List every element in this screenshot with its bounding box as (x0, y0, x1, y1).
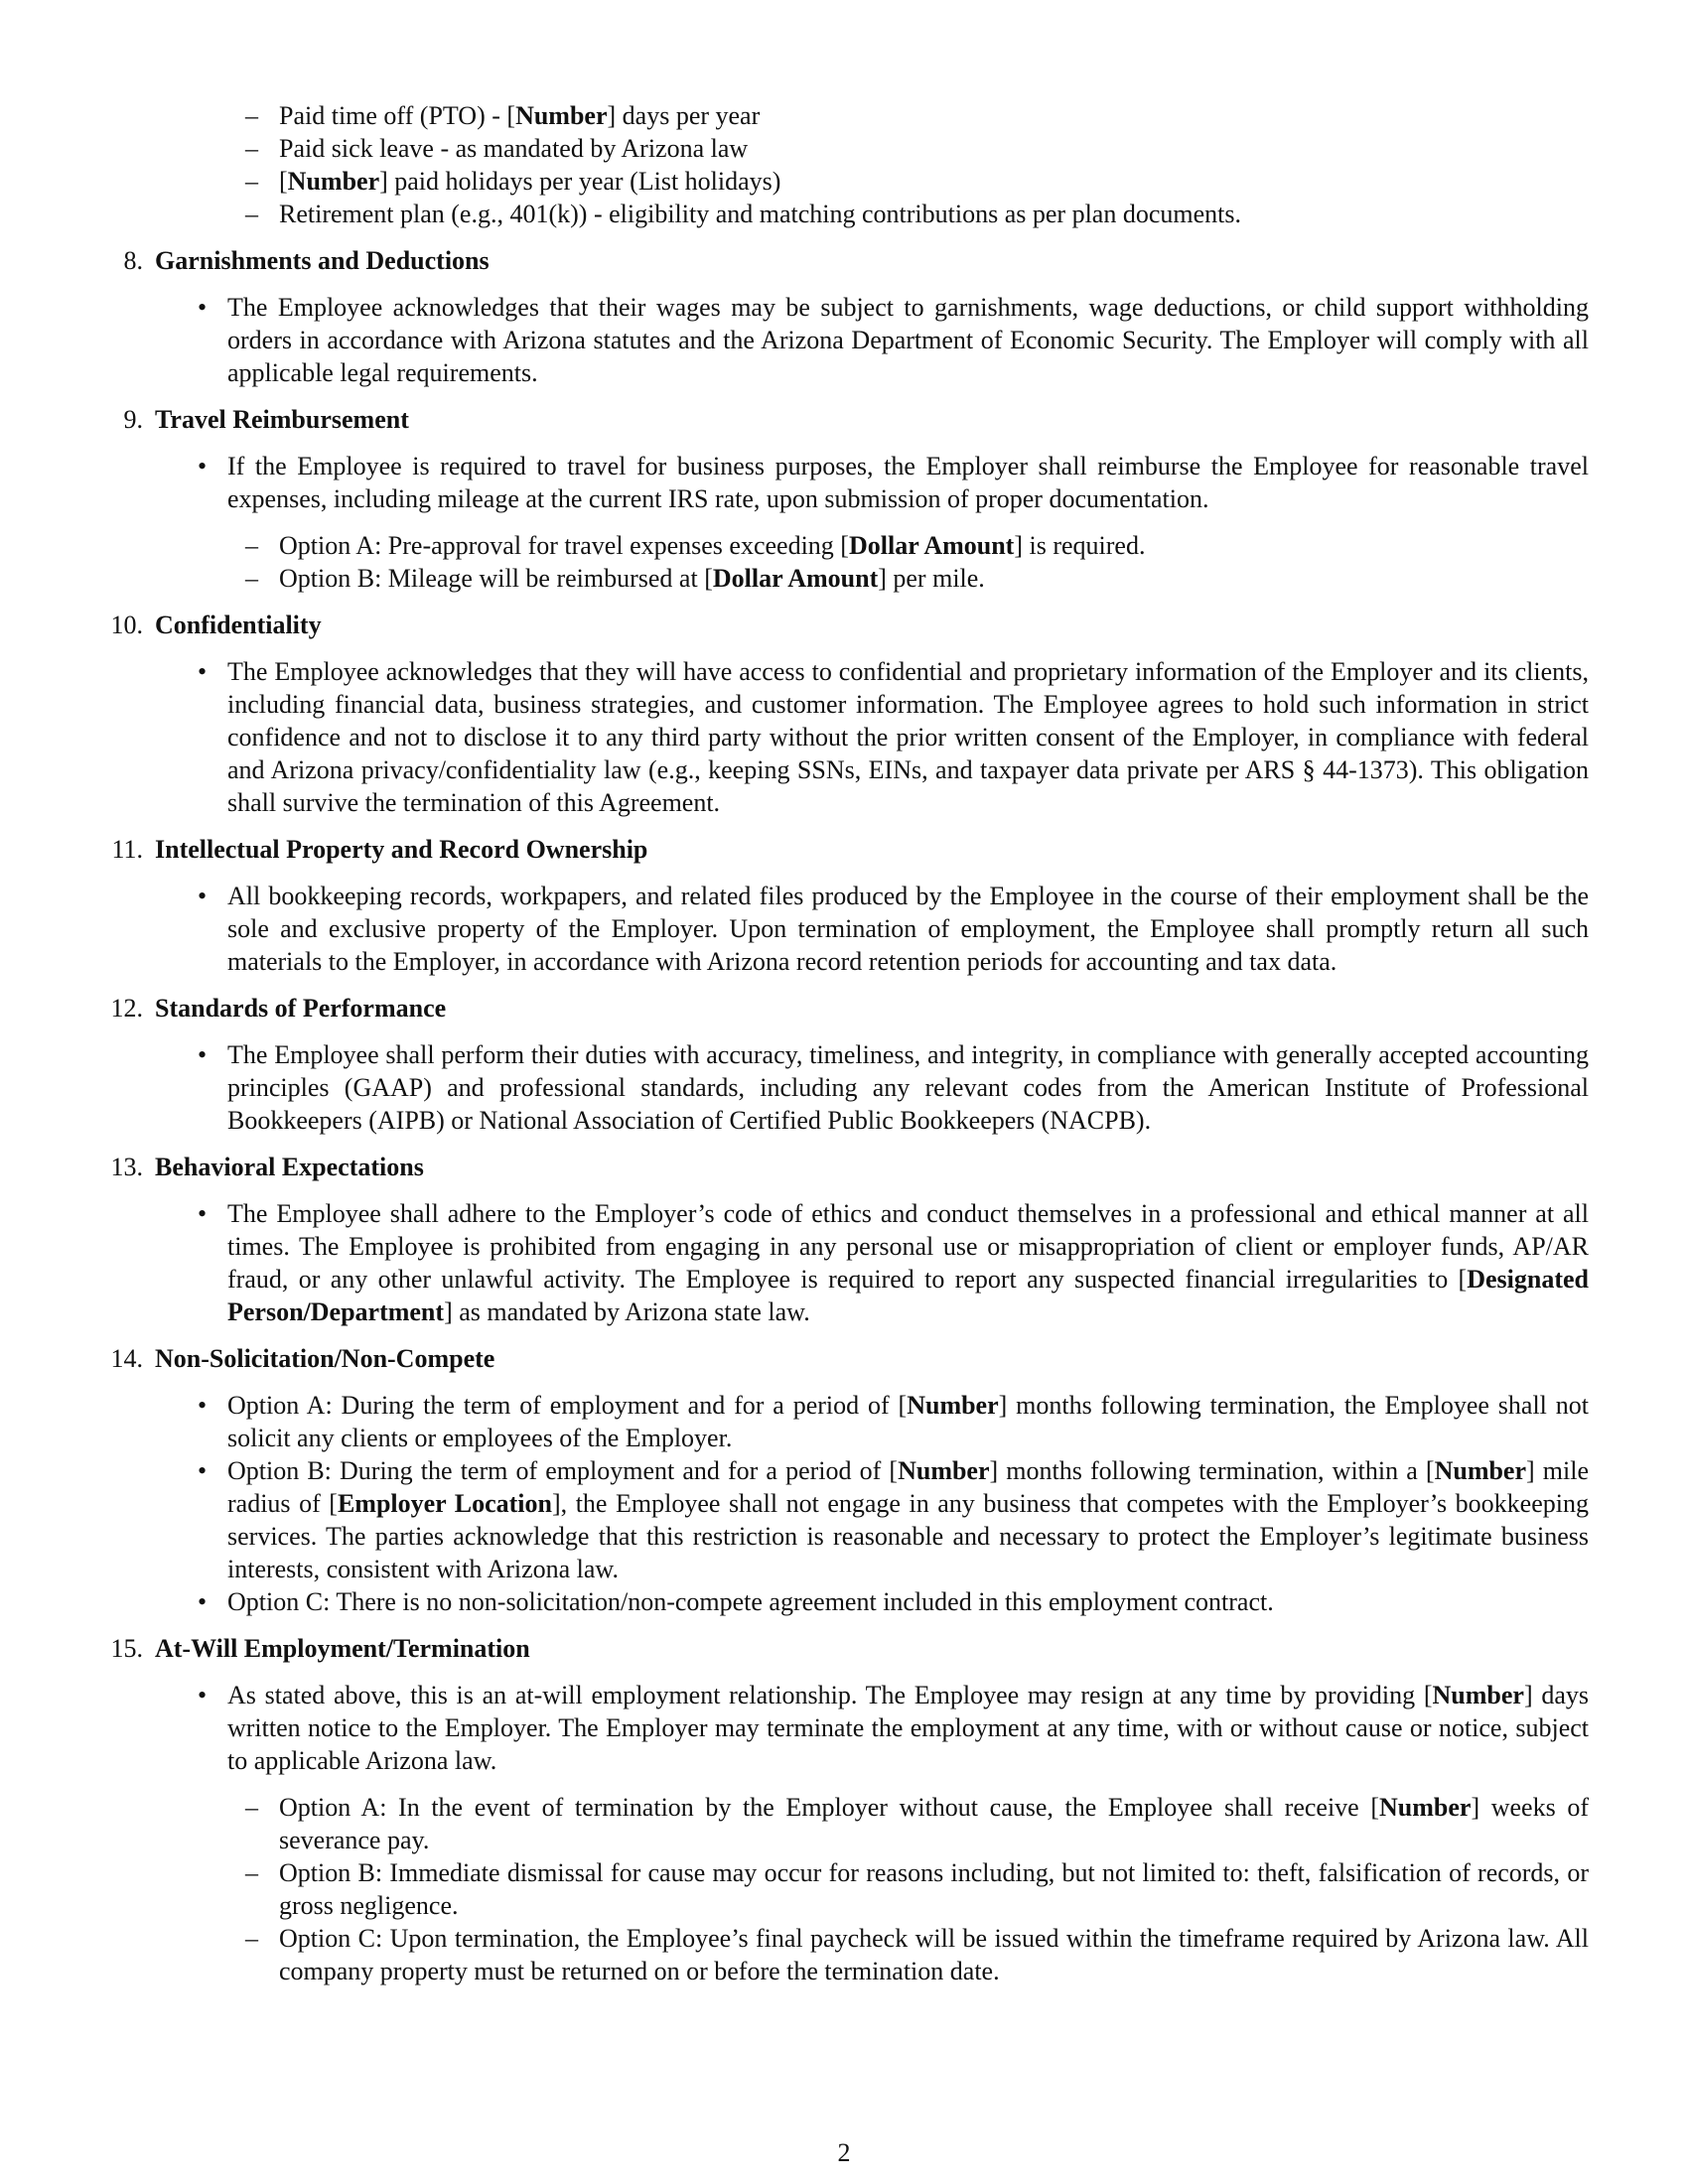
section-heading-9: 9. Travel Reimbursement (123, 405, 409, 434)
document-body (0, 99, 1688, 1987)
list-item: • As stated above, this is an at-will employment relationship. The Employee may resign at any time by providing [Number] days written notice to the Employer. The Employer may terminate the employment at any time, with or without cause or notice, subject to applicable Arizona law. (198, 1681, 1589, 1775)
list-item: • All bookkeeping records, workpapers, and related files produced by the Employee in the course of their employment shall be the sole and exclusive property of the Employer. Upon termination of employment, the Employee shall promptly return all such materials to the Employer, in accordance with Arizona record retention periods for accounting and tax data. (198, 882, 1589, 976)
list-item: – Paid sick leave - as mandated by Arizona law (245, 134, 749, 163)
list-item: – Option A: In the event of termination by the Employer without cause, the Employee shall receive [Number] weeks of severance pay. (245, 1793, 1589, 1854)
section-heading-15: 15. At-Will Employment/Termination (110, 1634, 530, 1663)
list-item: • The Employee acknowledges that they will have access to confidential and proprietary information of the Employer and its clients, including financial data, business strategies, and customer information. The Employee agrees to hold such information in strict confidence and not to disclose it to any third party without the prior written consent of the Employer, in compliance with federal and Arizona privacy/confidentiality law (e.g., keeping SSNs, EINs, and taxpayer data private per ARS § 44-1373). This obligation shall survive the termination of this Agreement. (198, 657, 1589, 817)
section-heading-10: 10. Confidentiality (110, 611, 322, 639)
list-item: – Option B: Immediate dismissal for cause may occur for reasons including, but not limited to: theft, falsification of records, or gross negligence. (245, 1858, 1589, 1920)
option-list (0, 529, 1688, 595)
list-item: – Option B: Mileage will be reimbursed at [Dollar Amount] per mile. (245, 564, 985, 593)
option-list (0, 1791, 1688, 1987)
list-item: • The Employee shall adhere to the Employer’s code of ethics and conduct themselves in a professional and ethical manner at all times. The Employee is prohibited from engaging in any personal use or misappropriation of client or employer funds, AP/AR fraud, or any other unlawful activity. The Employee is required to report any suspected financial irregularities to [Designated Person/Department] as mandated by Arizona state law. (198, 1199, 1589, 1326)
section-heading-11: 11. Intellectual Property and Record Ownership (111, 835, 648, 864)
section-heading-8: 8. Garnishments and Deductions (123, 246, 490, 275)
benefits-list (0, 99, 1688, 230)
list-item: – [Number] paid holidays per year (List holidays) (245, 167, 781, 196)
list-item: – Option A: Pre-approval for travel expenses exceeding [Dollar Amount] is required. (245, 531, 1146, 560)
list-item: • Option C: There is no non-solicitation/non-compete agreement included in this employment contract. (198, 1587, 1274, 1616)
list-item: – Paid time off (PTO) - [Number] days per year (245, 101, 761, 130)
section-heading-13: 13. Behavioral Expectations (110, 1153, 424, 1181)
list-item: • The Employee acknowledges that their wages may be subject to garnishments, wage deductions, or child support withholding orders in accordance with Arizona statutes and the Arizona Department of Economic Security. The Employer will comply with all applicable legal requirements. (198, 293, 1589, 387)
list-item: • The Employee shall perform their duties with accuracy, timeliness, and integrity, in compliance with generally accepted accounting principles (GAAP) and professional standards, including any relevant codes from the American Institute of Professional Bookkeepers (AIPB) or National Association of Certified Public Bookkeepers (NACPB). (198, 1040, 1589, 1135)
section-heading-14: 14. Non-Solicitation/Non-Compete (110, 1344, 495, 1373)
list-item: • Option B: During the term of employment and for a period of [Number] months following termination, within a [Number] mile radius of [Employer Location], the Employee shall not engage in any business that competes with the Employer’s bookkeeping services. The parties acknowledge that this restriction is reasonable and necessary to protect the Employer’s legitimate business interests, consistent with Arizona law. (198, 1456, 1590, 1583)
list-item: – Option C: Upon termination, the Employee’s final paycheck will be issued within the timeframe required by Arizona law. All company property must be returned on or before the termination date. (245, 1924, 1589, 1985)
section-heading-12: 12. Standards of Performance (110, 994, 447, 1023)
list-item: • If the Employee is required to travel for business purposes, the Employer shall reimburse the Employee for reasonable travel expenses, including mileage at the current IRS rate, upon submission of proper documentation. (198, 452, 1589, 513)
page-number: 2 (837, 2138, 851, 2167)
list-item: • Option A: During the term of employment and for a period of [Number] months following termination, the Employee shall not solicit any clients or employees of the Employer. (198, 1391, 1589, 1452)
list-item: – Retirement plan (e.g., 401(k)) - eligibility and matching contributions as per plan documents. (245, 200, 1241, 228)
